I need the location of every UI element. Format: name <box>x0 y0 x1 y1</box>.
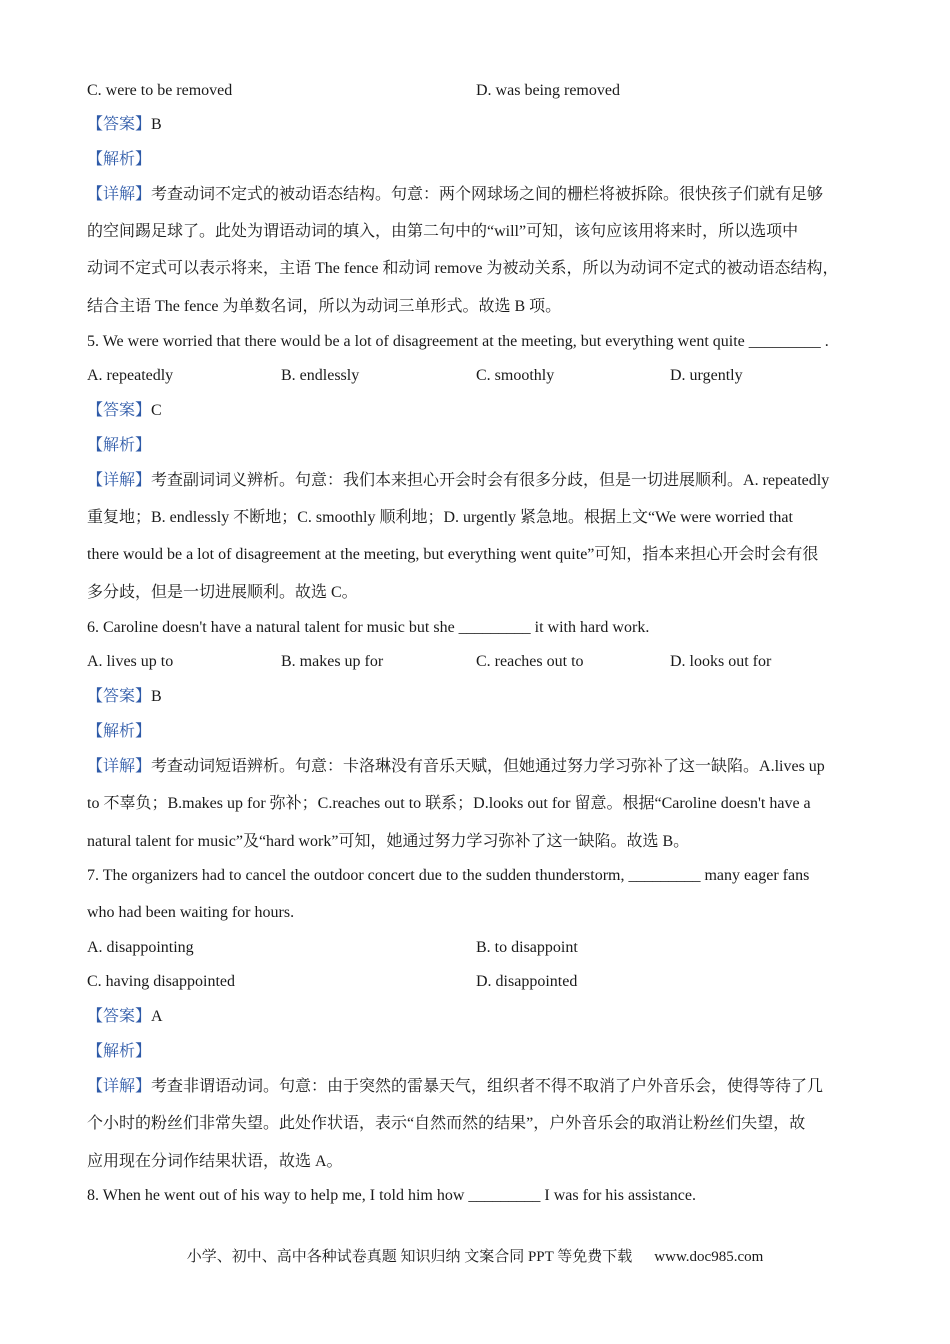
answer-tag: 【答案】 <box>87 1008 152 1025</box>
q4-analysis-tag: 【解析】 <box>87 151 152 168</box>
q7-analysis-tag: 【解析】 <box>87 1043 152 1060</box>
q5-analysis-tag: 【解析】 <box>87 437 152 454</box>
q8-stem: 8. When he went out of his way to help me, I told him how _________ I was for his assistance. <box>87 1187 696 1204</box>
detail-tag: 【详解】 <box>87 1078 152 1095</box>
q4-detail-line-2: 的空间踢足球了。此处为谓语动词的填入，由第二句中的“will”可知，该句应该用将来时，所以选项中 <box>87 223 799 240</box>
answer-tag: 【答案】 <box>87 402 152 419</box>
q6-detail-line-1 <box>87 757 867 777</box>
q7-answer: A <box>151 1008 163 1025</box>
q6-answer-line <box>87 687 867 707</box>
detail-tag: 【详解】 <box>87 758 152 775</box>
q6-answer: B <box>151 688 162 705</box>
q7-stem-line-2: who had been waiting for hours. <box>87 904 295 921</box>
q6-option-c: C. reaches out to <box>476 653 584 670</box>
q7-answer-line <box>87 1007 867 1027</box>
q7-option-b: B. to disappoint <box>476 939 578 956</box>
q7-stem-line-1: 7. The organizers had to cancel the outdoor concert due to the sudden thunderstorm, _________ many eager fans <box>87 867 810 884</box>
detail-tag: 【详解】 <box>87 186 152 203</box>
footer-text: 小学、初中、高中各种试卷真题 知识归纳 文案合同 PPT 等免费下载 <box>186 1249 633 1265</box>
q7-detail-text-1: 考查非谓语动词。句意：由于突然的雷暴天气，组织者不得不取消了户外音乐会，使得等待了几 <box>151 1078 824 1095</box>
q5-option-b: B. endlessly <box>281 367 360 384</box>
q4-option-d: D. was being removed <box>476 82 620 99</box>
q4-answer: B <box>151 116 162 133</box>
q5-detail-line-3: there would be a lot of disagreement at the meeting, but everything went quite”可知，指本来担心开会时会有很 <box>87 546 819 563</box>
answer-tag: 【答案】 <box>87 688 152 705</box>
q7-detail-line-3: 应用现在分词作结果状语，故选 A。 <box>87 1153 343 1170</box>
q5-stem: 5. We were worried that there would be a lot of disagreement at the meeting, but everything went quite _________ . <box>87 333 829 350</box>
q5-option-c: C. smoothly <box>476 367 555 384</box>
page-footer <box>0 1247 950 1267</box>
q4-detail-line-3: 动词不定式可以表示将来，主语 The fence 和动词 remove 为被动关系，所以为动词不定式的被动语态结构， <box>87 260 839 277</box>
q4-option-c: C. were to be removed <box>87 82 233 99</box>
footer-url[interactable]: www.doc985.com <box>654 1249 764 1265</box>
q4-detail-line-4: 结合主语 The fence 为单数名词，所以为动词三单形式。故选 B 项。 <box>87 298 562 315</box>
q4-detail-line-1 <box>87 185 867 205</box>
q6-detail-line-3: natural talent for music”及“hard work”可知，她通过努力学习弥补了这一缺陷。故选 B。 <box>87 833 690 850</box>
q7-detail-line-2: 个小时的粉丝们非常失望。此处作状语，表示“自然而然的结果”，户外音乐会的取消让粉丝们失望，故 <box>87 1115 806 1132</box>
q4-answer-line <box>87 115 867 135</box>
q5-answer-line <box>87 401 867 421</box>
q6-analysis-tag: 【解析】 <box>87 723 152 740</box>
q4-detail-text-1: 考查动词不定式的被动语态结构。句意：两个网球场之间的栅栏将被拆除。很快孩子们就有足够 <box>151 186 824 203</box>
q6-option-a: A. lives up to <box>87 653 174 670</box>
q5-detail-line-2: 重复地；B. endlessly 不断地；C. smoothly 顺利地；D. urgently 紧急地。根据上文“We were worried that <box>87 509 793 526</box>
q6-option-d: D. looks out for <box>670 653 772 670</box>
detail-tag: 【详解】 <box>87 472 152 489</box>
q5-detail-line-1 <box>87 471 867 491</box>
q7-option-c: C. having disappointed <box>87 973 235 990</box>
q5-option-d: D. urgently <box>670 367 743 384</box>
q7-option-a: A. disappointing <box>87 939 194 956</box>
q5-answer: C <box>151 402 162 419</box>
q6-detail-line-2: to 不辜负；B.makes up for 弥补；C.reaches out to 联系；D.looks out for 留意。根据“Caroline doesn't have a <box>87 795 811 812</box>
q5-detail-line-4: 多分歧，但是一切进展顺利。故选 C。 <box>87 584 358 601</box>
answer-tag: 【答案】 <box>87 116 152 133</box>
q7-option-d: D. disappointed <box>476 973 578 990</box>
q7-detail-line-1 <box>87 1077 867 1097</box>
q6-option-b: B. makes up for <box>281 653 384 670</box>
q5-option-a: A. repeatedly <box>87 367 174 384</box>
q6-detail-text-1: 考查动词短语辨析。句意：卡洛琳没有音乐天赋，但她通过努力学习弥补了这一缺陷。A.lives up <box>151 758 825 775</box>
q5-detail-text-1: 考查副词词义辨析。句意：我们本来担心开会时会有很多分歧，但是一切进展顺利。A. repeatedly <box>151 472 830 489</box>
q6-stem: 6. Caroline doesn't have a natural talent for music but she _________ it with hard work. <box>87 619 650 636</box>
